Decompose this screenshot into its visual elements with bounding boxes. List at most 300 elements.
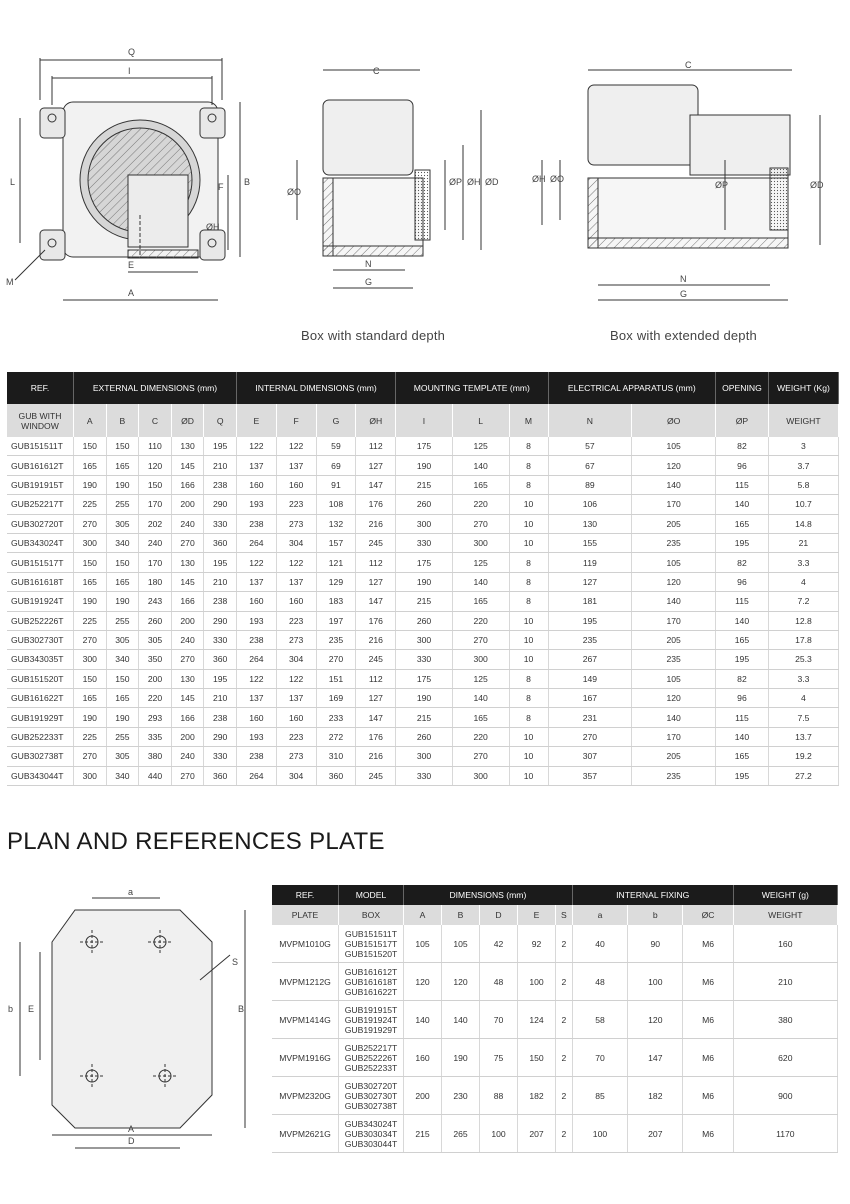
value-cell: 255 bbox=[106, 727, 139, 746]
value-cell: 176 bbox=[356, 611, 396, 630]
section-title: PLAN AND REFERENCES PLATE bbox=[7, 828, 385, 855]
table-row bbox=[7, 630, 839, 649]
value-cell: 160 bbox=[236, 592, 276, 611]
value-cell: 70 bbox=[572, 1039, 627, 1077]
ref-cell: GUB161618T bbox=[7, 572, 74, 591]
value-cell: 165 bbox=[716, 630, 769, 649]
value-cell: 310 bbox=[316, 747, 356, 766]
table-row bbox=[7, 689, 839, 708]
value-cell: 122 bbox=[236, 553, 276, 572]
box-model: GUB191915T bbox=[344, 1004, 398, 1015]
value-cell: 147 bbox=[356, 708, 396, 727]
col-group-model: MODEL bbox=[339, 885, 404, 905]
value-cell: 96 bbox=[716, 572, 769, 591]
value-cell: 238 bbox=[204, 592, 237, 611]
value-cell: 300 bbox=[74, 533, 107, 552]
value-cell: 17.8 bbox=[768, 630, 838, 649]
value-cell: 122 bbox=[236, 437, 276, 456]
label-m: M bbox=[6, 277, 14, 287]
ref-cell: GUB343024T bbox=[7, 533, 74, 552]
table-row bbox=[7, 650, 839, 669]
value-cell: 82 bbox=[716, 553, 769, 572]
label-a: A bbox=[128, 288, 135, 298]
value-cell: 8 bbox=[509, 437, 548, 456]
value-cell: 88 bbox=[480, 1077, 518, 1115]
value-cell: 223 bbox=[276, 495, 316, 514]
table-row bbox=[272, 1077, 838, 1115]
value-cell: 245 bbox=[356, 766, 396, 785]
label-i: I bbox=[128, 66, 131, 76]
value-cell: 140 bbox=[632, 592, 716, 611]
value-cell: 167 bbox=[548, 689, 632, 708]
plate-cell: MVPM1212G bbox=[272, 963, 339, 1001]
value-cell: 147 bbox=[628, 1039, 683, 1077]
value-cell: 121 bbox=[316, 553, 356, 572]
box-model: GUB302738T bbox=[344, 1100, 398, 1111]
value-cell: 115 bbox=[716, 475, 769, 494]
value-cell: 264 bbox=[236, 533, 276, 552]
label-b-small: b bbox=[8, 1004, 14, 1014]
label-d: D bbox=[128, 1136, 135, 1146]
value-cell: 140 bbox=[632, 475, 716, 494]
value-cell: 190 bbox=[74, 475, 107, 494]
value-cell: 223 bbox=[276, 727, 316, 746]
boxes-cell bbox=[339, 1115, 404, 1153]
value-cell: 82 bbox=[716, 669, 769, 688]
value-cell: 137 bbox=[276, 572, 316, 591]
value-cell: 150 bbox=[74, 437, 107, 456]
table-row bbox=[272, 925, 838, 963]
value-cell: 380 bbox=[139, 747, 172, 766]
ref-cell: GUB302720T bbox=[7, 514, 74, 533]
label-a: A bbox=[128, 1124, 135, 1134]
value-cell: 165 bbox=[452, 708, 509, 727]
value-cell: 8 bbox=[509, 475, 548, 494]
value-cell: 147 bbox=[356, 475, 396, 494]
label-c: C bbox=[685, 60, 692, 70]
value-cell: 40 bbox=[572, 925, 627, 963]
label-e: E bbox=[28, 1004, 35, 1014]
value-cell: 160 bbox=[276, 592, 316, 611]
value-cell: 183 bbox=[316, 592, 356, 611]
label-f: F bbox=[218, 182, 224, 192]
value-cell: 165 bbox=[106, 689, 139, 708]
value-cell: 260 bbox=[396, 495, 453, 514]
value-cell: 2 bbox=[556, 925, 573, 963]
box-model: GUB161612T bbox=[344, 966, 398, 977]
label-oh: ØH bbox=[206, 222, 220, 232]
value-cell: 305 bbox=[106, 514, 139, 533]
ref-cell: GUB191929T bbox=[7, 708, 74, 727]
plate-references-table bbox=[272, 885, 838, 1153]
value-cell: 190 bbox=[106, 475, 139, 494]
value-cell: 230 bbox=[442, 1077, 480, 1115]
value-cell: 290 bbox=[204, 495, 237, 514]
value-cell: 10 bbox=[509, 727, 548, 746]
table-row bbox=[272, 1115, 838, 1153]
value-cell: 210 bbox=[204, 572, 237, 591]
table-row bbox=[272, 1001, 838, 1039]
label-b: B bbox=[244, 177, 251, 187]
value-cell: 380 bbox=[733, 1001, 837, 1039]
value-cell: 145 bbox=[171, 456, 204, 475]
value-cell: 220 bbox=[452, 495, 509, 514]
value-cell: 150 bbox=[139, 475, 172, 494]
value-cell: 160 bbox=[733, 925, 837, 963]
value-cell: 105 bbox=[632, 553, 716, 572]
box-dimensions-table bbox=[7, 372, 839, 786]
box-model: GUB191924T bbox=[344, 1014, 398, 1025]
ref-cell: GUB252233T bbox=[7, 727, 74, 746]
value-cell: 165 bbox=[452, 475, 509, 494]
plate-cell: MVPM2621G bbox=[272, 1115, 339, 1153]
label-c: C bbox=[373, 66, 380, 76]
value-cell: 190 bbox=[106, 592, 139, 611]
value-cell: 260 bbox=[396, 727, 453, 746]
value-cell: 145 bbox=[171, 572, 204, 591]
boxes-cell bbox=[339, 925, 404, 963]
value-cell: 150 bbox=[106, 437, 139, 456]
value-cell: M6 bbox=[683, 1077, 733, 1115]
box-model: GUB302730T bbox=[344, 1090, 398, 1101]
value-cell: 112 bbox=[356, 437, 396, 456]
col-group-mounting: MOUNTING TEMPLATE (mm) bbox=[396, 372, 548, 404]
value-cell: 300 bbox=[452, 650, 509, 669]
value-cell: 8 bbox=[509, 689, 548, 708]
value-cell: 127 bbox=[548, 572, 632, 591]
value-cell: 235 bbox=[632, 533, 716, 552]
sub-header: GUB WITH WINDOW bbox=[7, 404, 74, 437]
value-cell: 223 bbox=[276, 611, 316, 630]
value-cell: 105 bbox=[404, 925, 442, 963]
value-cell: 100 bbox=[518, 963, 556, 1001]
value-cell: 290 bbox=[204, 727, 237, 746]
value-cell: 120 bbox=[632, 689, 716, 708]
value-cell: 220 bbox=[452, 611, 509, 630]
value-cell: 10 bbox=[509, 766, 548, 785]
sub-header: G bbox=[316, 404, 356, 437]
label-od: ØD bbox=[810, 180, 824, 190]
sub-header: B bbox=[442, 905, 480, 925]
label-op: ØP bbox=[715, 180, 729, 190]
value-cell: 122 bbox=[276, 437, 316, 456]
value-cell: 245 bbox=[356, 533, 396, 552]
value-cell: 360 bbox=[204, 766, 237, 785]
value-cell: 190 bbox=[442, 1039, 480, 1077]
table-row bbox=[7, 572, 839, 591]
value-cell: 300 bbox=[452, 766, 509, 785]
extended-depth-drawing bbox=[530, 60, 840, 305]
value-cell: 3 bbox=[768, 437, 838, 456]
value-cell: 300 bbox=[396, 747, 453, 766]
ref-cell: GUB302738T bbox=[7, 747, 74, 766]
col-group-opening: OPENING bbox=[716, 372, 769, 404]
sub-header: E bbox=[236, 404, 276, 437]
boxes-cell bbox=[339, 1077, 404, 1115]
value-cell: 270 bbox=[548, 727, 632, 746]
value-cell: 92 bbox=[518, 925, 556, 963]
plate-cell: MVPM1010G bbox=[272, 925, 339, 963]
value-cell: 220 bbox=[452, 727, 509, 746]
table-row bbox=[7, 708, 839, 727]
value-cell: 360 bbox=[204, 650, 237, 669]
sub-header: F bbox=[276, 404, 316, 437]
sub-header: ØH bbox=[356, 404, 396, 437]
value-cell: 100 bbox=[480, 1115, 518, 1153]
value-cell: 67 bbox=[548, 456, 632, 475]
value-cell: 137 bbox=[236, 456, 276, 475]
value-cell: 330 bbox=[396, 766, 453, 785]
value-cell: 3.7 bbox=[768, 456, 838, 475]
ref-cell: GUB191924T bbox=[7, 592, 74, 611]
sub-header: WEIGHT bbox=[768, 404, 838, 437]
value-cell: 270 bbox=[74, 747, 107, 766]
value-cell: 265 bbox=[442, 1115, 480, 1153]
table-row bbox=[7, 514, 839, 533]
table-row bbox=[272, 963, 838, 1001]
value-cell: 10 bbox=[509, 747, 548, 766]
value-cell: 132 bbox=[316, 514, 356, 533]
ref-cell: GUB151511T bbox=[7, 437, 74, 456]
value-cell: M6 bbox=[683, 1115, 733, 1153]
value-cell: 140 bbox=[632, 708, 716, 727]
value-cell: 10.7 bbox=[768, 495, 838, 514]
value-cell: 340 bbox=[106, 533, 139, 552]
value-cell: 195 bbox=[716, 533, 769, 552]
value-cell: 122 bbox=[236, 669, 276, 688]
value-cell: 304 bbox=[276, 533, 316, 552]
value-cell: 175 bbox=[396, 437, 453, 456]
value-cell: 27.2 bbox=[768, 766, 838, 785]
value-cell: 25.3 bbox=[768, 650, 838, 669]
col-group-electrical: ELECTRICAL APPARATUS (mm) bbox=[548, 372, 716, 404]
value-cell: 1170 bbox=[733, 1115, 837, 1153]
sub-header: a bbox=[572, 905, 627, 925]
value-cell: 120 bbox=[442, 963, 480, 1001]
value-cell: 215 bbox=[396, 475, 453, 494]
value-cell: 150 bbox=[106, 669, 139, 688]
value-cell: 193 bbox=[236, 495, 276, 514]
table-row bbox=[7, 727, 839, 746]
value-cell: 10 bbox=[509, 514, 548, 533]
value-cell: 330 bbox=[396, 533, 453, 552]
value-cell: 245 bbox=[356, 650, 396, 669]
value-cell: 69 bbox=[316, 456, 356, 475]
value-cell: 207 bbox=[518, 1115, 556, 1153]
table-row bbox=[7, 553, 839, 572]
value-cell: M6 bbox=[683, 925, 733, 963]
value-cell: 8 bbox=[509, 456, 548, 475]
value-cell: 105 bbox=[632, 437, 716, 456]
value-cell: 120 bbox=[139, 456, 172, 475]
value-cell: 165 bbox=[106, 572, 139, 591]
value-cell: M6 bbox=[683, 963, 733, 1001]
ref-cell: GUB252226T bbox=[7, 611, 74, 630]
value-cell: 300 bbox=[396, 630, 453, 649]
value-cell: 255 bbox=[106, 495, 139, 514]
value-cell: 170 bbox=[139, 495, 172, 514]
value-cell: 8 bbox=[509, 553, 548, 572]
sub-header: S bbox=[556, 905, 573, 925]
value-cell: 42 bbox=[480, 925, 518, 963]
value-cell: 112 bbox=[356, 669, 396, 688]
standard-depth-drawing bbox=[285, 60, 515, 305]
value-cell: 231 bbox=[548, 708, 632, 727]
ref-cell: GUB161622T bbox=[7, 689, 74, 708]
label-s: S bbox=[232, 957, 239, 967]
col-group-internal: INTERNAL DIMENSIONS (mm) bbox=[236, 372, 395, 404]
sub-header: PLATE bbox=[272, 905, 339, 925]
table-row bbox=[7, 592, 839, 611]
value-cell: 195 bbox=[204, 553, 237, 572]
value-cell: 290 bbox=[204, 611, 237, 630]
value-cell: 137 bbox=[276, 689, 316, 708]
value-cell: 165 bbox=[452, 592, 509, 611]
value-cell: 273 bbox=[276, 630, 316, 649]
value-cell: 10 bbox=[509, 611, 548, 630]
value-cell: 305 bbox=[106, 630, 139, 649]
value-cell: 48 bbox=[480, 963, 518, 1001]
value-cell: 176 bbox=[356, 495, 396, 514]
value-cell: 182 bbox=[518, 1077, 556, 1115]
value-cell: 100 bbox=[628, 963, 683, 1001]
value-cell: 255 bbox=[106, 611, 139, 630]
value-cell: 304 bbox=[276, 650, 316, 669]
value-cell: 216 bbox=[356, 514, 396, 533]
table-row bbox=[7, 766, 839, 785]
front-view-drawing bbox=[0, 40, 280, 310]
ref-cell: GUB151517T bbox=[7, 553, 74, 572]
value-cell: 305 bbox=[139, 630, 172, 649]
value-cell: 120 bbox=[632, 456, 716, 475]
value-cell: 85 bbox=[572, 1077, 627, 1115]
value-cell: 330 bbox=[204, 630, 237, 649]
sub-header: ØD bbox=[171, 404, 204, 437]
value-cell: 170 bbox=[632, 495, 716, 514]
value-cell: 330 bbox=[396, 650, 453, 669]
value-cell: 210 bbox=[204, 456, 237, 475]
value-cell: M6 bbox=[683, 1001, 733, 1039]
sub-header: B bbox=[106, 404, 139, 437]
value-cell: 207 bbox=[628, 1115, 683, 1153]
box-model: GUB252217T bbox=[344, 1042, 398, 1053]
value-cell: 273 bbox=[276, 514, 316, 533]
value-cell: 8 bbox=[509, 708, 548, 727]
box-model: GUB303044T bbox=[344, 1138, 398, 1149]
box-model: GUB303034T bbox=[344, 1128, 398, 1139]
value-cell: 267 bbox=[548, 650, 632, 669]
value-cell: 8 bbox=[509, 592, 548, 611]
value-cell: 216 bbox=[356, 630, 396, 649]
sub-header: C bbox=[139, 404, 172, 437]
value-cell: 330 bbox=[204, 747, 237, 766]
table-row bbox=[7, 533, 839, 552]
sub-header: D bbox=[480, 905, 518, 925]
value-cell: 157 bbox=[316, 533, 356, 552]
value-cell: 190 bbox=[106, 708, 139, 727]
value-cell: 10 bbox=[509, 533, 548, 552]
value-cell: 620 bbox=[733, 1039, 837, 1077]
value-cell: 260 bbox=[396, 611, 453, 630]
value-cell: 169 bbox=[316, 689, 356, 708]
value-cell: 122 bbox=[276, 669, 316, 688]
boxes-cell bbox=[339, 1001, 404, 1039]
ref-cell: GUB161612T bbox=[7, 456, 74, 475]
value-cell: 243 bbox=[139, 592, 172, 611]
value-cell: 91 bbox=[316, 475, 356, 494]
value-cell: 90 bbox=[628, 925, 683, 963]
sub-header: WEIGHT bbox=[733, 905, 837, 925]
value-cell: 150 bbox=[74, 669, 107, 688]
box-model: GUB151517T bbox=[344, 938, 398, 949]
value-cell: 120 bbox=[632, 572, 716, 591]
value-cell: 330 bbox=[204, 514, 237, 533]
value-cell: 190 bbox=[74, 708, 107, 727]
col-group-external: EXTERNAL DIMENSIONS (mm) bbox=[74, 372, 237, 404]
caption-standard: Box with standard depth bbox=[301, 328, 446, 343]
sub-header: ØP bbox=[716, 404, 769, 437]
plate-cell: MVPM2320G bbox=[272, 1077, 339, 1115]
value-cell: 205 bbox=[632, 514, 716, 533]
caption-extended: Box with extended depth bbox=[610, 328, 757, 343]
value-cell: 238 bbox=[236, 514, 276, 533]
label-oo: ØO bbox=[287, 187, 302, 197]
sub-header: M bbox=[509, 404, 548, 437]
value-cell: 300 bbox=[452, 533, 509, 552]
value-cell: 270 bbox=[171, 533, 204, 552]
value-cell: 59 bbox=[316, 437, 356, 456]
value-cell: 160 bbox=[276, 475, 316, 494]
value-cell: 4 bbox=[768, 689, 838, 708]
value-cell: 14.8 bbox=[768, 514, 838, 533]
label-g: G bbox=[365, 277, 373, 287]
col-group-dimensions: DIMENSIONS (mm) bbox=[404, 885, 573, 905]
value-cell: 200 bbox=[171, 611, 204, 630]
value-cell: 4 bbox=[768, 572, 838, 591]
value-cell: 170 bbox=[139, 553, 172, 572]
box-model: GUB151511T bbox=[345, 928, 397, 939]
value-cell: 335 bbox=[139, 727, 172, 746]
table-row bbox=[7, 669, 839, 688]
boxes-cell bbox=[339, 1039, 404, 1077]
value-cell: 175 bbox=[396, 669, 453, 688]
value-cell: 264 bbox=[236, 650, 276, 669]
value-cell: 140 bbox=[442, 1001, 480, 1039]
value-cell: 215 bbox=[396, 592, 453, 611]
value-cell: 900 bbox=[733, 1077, 837, 1115]
value-cell: 235 bbox=[548, 630, 632, 649]
plate-cell: MVPM1916G bbox=[272, 1039, 339, 1077]
value-cell: 200 bbox=[171, 495, 204, 514]
value-cell: 195 bbox=[548, 611, 632, 630]
table-row bbox=[7, 495, 839, 514]
value-cell: 197 bbox=[316, 611, 356, 630]
value-cell: 58 bbox=[572, 1001, 627, 1039]
value-cell: 304 bbox=[276, 766, 316, 785]
table-row bbox=[7, 437, 839, 456]
value-cell: 124 bbox=[518, 1001, 556, 1039]
value-cell: 115 bbox=[716, 592, 769, 611]
col-group-ref: REF. bbox=[272, 885, 339, 905]
value-cell: 127 bbox=[356, 689, 396, 708]
value-cell: 240 bbox=[171, 514, 204, 533]
sub-header: I bbox=[396, 404, 453, 437]
col-group-ref: REF. bbox=[7, 372, 74, 404]
value-cell: 220 bbox=[139, 689, 172, 708]
value-cell: 300 bbox=[74, 650, 107, 669]
value-cell: 137 bbox=[236, 572, 276, 591]
value-cell: 130 bbox=[171, 437, 204, 456]
